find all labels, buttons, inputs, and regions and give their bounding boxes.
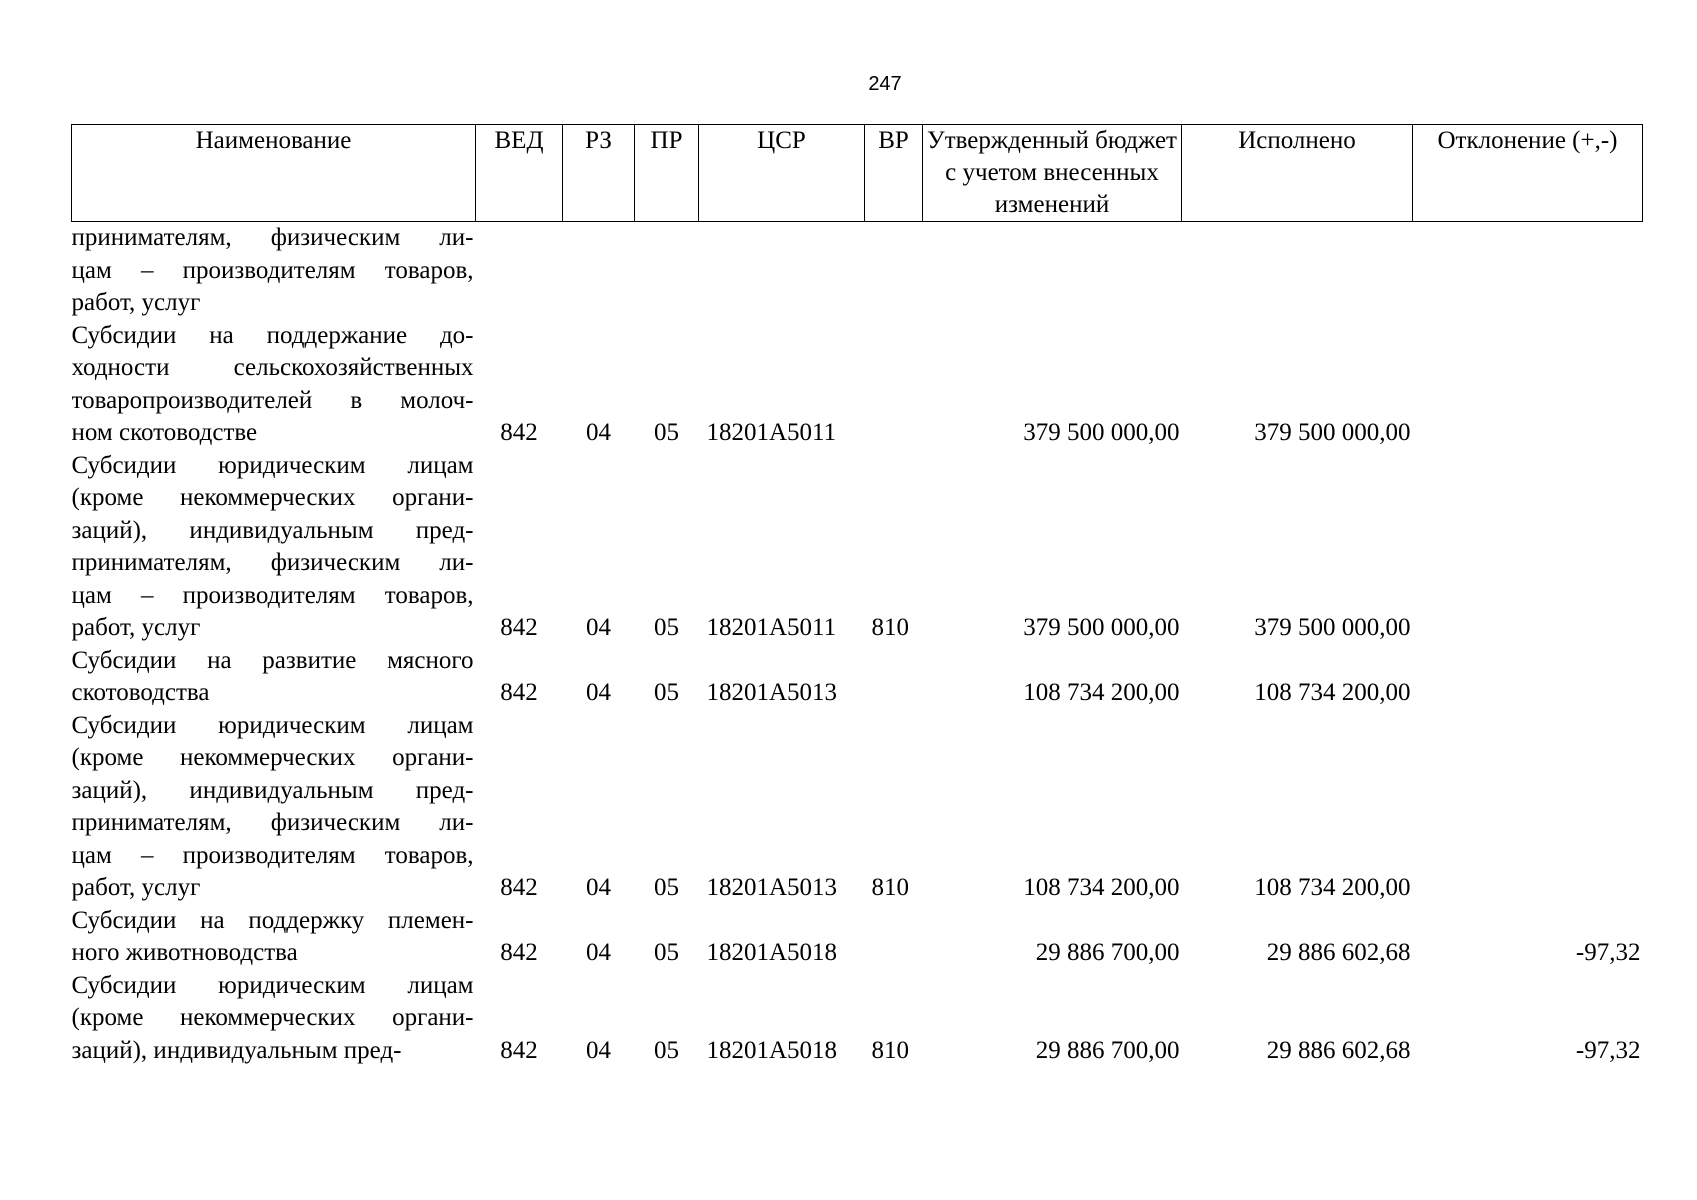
cell-csr: 18201А5011 xyxy=(706,614,837,641)
table-row xyxy=(72,905,1643,970)
header-rz: РЗ xyxy=(563,125,635,222)
cell-name xyxy=(72,710,476,905)
cell-pr: 05 xyxy=(654,939,679,966)
header-ved: ВЕД xyxy=(476,125,563,222)
name-line: ном скотоводстве xyxy=(71,419,258,446)
cell-pr: 05 xyxy=(654,614,679,641)
name-line: ходности сельскохозяйственных xyxy=(71,354,474,381)
name-line: заций), индивидуальным пред- xyxy=(71,516,474,544)
cell-approved: 108 734 200,00 xyxy=(1023,874,1180,901)
cell-approved: 108 734 200,00 xyxy=(1023,679,1180,706)
table-body xyxy=(72,222,1643,1068)
name-line: работ, услуг xyxy=(71,289,201,316)
name-line: принимателям, физическим ли- xyxy=(71,224,474,251)
cell-rz: 04 xyxy=(586,419,611,446)
cell-executed: 108 734 200,00 xyxy=(1254,679,1411,706)
cell-vr: 810 xyxy=(871,874,909,901)
cell-approved xyxy=(923,222,1182,320)
cell-executed: 29 886 602,68 xyxy=(1266,1036,1411,1064)
cell-executed: 379 500 000,00 xyxy=(1254,419,1411,446)
name-line: Субсидии на развитие мясного xyxy=(71,646,474,674)
cell-ved: 842 xyxy=(500,419,538,446)
cell-executed: 108 734 200,00 xyxy=(1254,874,1411,901)
cell-pr: 05 xyxy=(654,1036,679,1064)
cell-csr xyxy=(699,222,865,320)
cell-approved: 29 886 700,00 xyxy=(1035,939,1180,966)
name-line: Субсидии юридическим лицам xyxy=(71,971,474,999)
cell-pr: 05 xyxy=(654,419,679,446)
cell-ved: 842 xyxy=(500,679,538,706)
cell-csr: 18201А5013 xyxy=(706,679,838,706)
name-line: заций), индивидуальным пред- xyxy=(71,1036,402,1064)
cell-name xyxy=(72,450,476,645)
cell-executed: 29 886 602,68 xyxy=(1266,939,1411,966)
name-line: принимателям, физическим ли- xyxy=(71,809,474,836)
cell-pr xyxy=(635,222,699,320)
name-line: цам – производителям товаров, xyxy=(71,256,474,284)
cell-vr: 810 xyxy=(871,1036,909,1064)
table-row xyxy=(72,645,1643,710)
cell-name xyxy=(72,905,476,970)
name-line: принимателям, физическим ли- xyxy=(71,549,474,576)
cell-rz: 04 xyxy=(586,939,611,966)
cell-name xyxy=(72,320,476,450)
name-line: (кроме некоммерческих органи- xyxy=(71,1004,474,1031)
cell-approved: 379 500 000,00 xyxy=(1023,614,1180,641)
cell-ved: 842 xyxy=(500,614,538,641)
cell-ved: 842 xyxy=(500,939,538,966)
cell-ved: 842 xyxy=(500,874,538,901)
cell-vr: 810 xyxy=(871,614,909,641)
cell-approved: 379 500 000,00 xyxy=(1023,419,1180,446)
budget-table xyxy=(71,124,1643,1067)
header-csr: ЦСР xyxy=(699,125,865,222)
name-line: ного животноводства xyxy=(71,939,298,966)
cell-csr: 18201А5011 xyxy=(706,419,837,446)
header-vr: ВР xyxy=(865,125,923,222)
cell-rz: 04 xyxy=(586,614,611,641)
header-deviation: Отклонение (+,-) xyxy=(1413,125,1643,222)
cell-executed xyxy=(1182,222,1413,320)
name-line: Субсидии юридическим лицам xyxy=(71,711,474,739)
table-row xyxy=(72,450,1643,645)
cell-rz: 04 xyxy=(586,679,611,706)
cell-deviation xyxy=(1413,222,1643,320)
table-header xyxy=(72,125,1643,222)
page-number: 247 xyxy=(868,73,902,95)
header-approved: Утвержденный бюджет с учетом внесенных изменений xyxy=(923,125,1182,222)
cell-rz: 04 xyxy=(586,874,611,901)
cell-name xyxy=(72,222,476,320)
cell-approved: 29 886 700,00 xyxy=(1035,1036,1180,1064)
header-executed: Исполнено xyxy=(1182,125,1413,222)
header-name: Наименование xyxy=(72,125,476,222)
cell-deviation xyxy=(1413,645,1643,710)
cell-pr: 05 xyxy=(654,874,679,901)
cell-name xyxy=(72,970,476,1068)
cell-csr: 18201А5018 xyxy=(706,939,838,966)
cell-deviation xyxy=(1413,710,1643,905)
cell-deviation: -97,32 xyxy=(1575,1036,1641,1064)
cell-ved xyxy=(476,222,563,320)
name-line: скотоводства xyxy=(71,679,210,706)
cell-vr xyxy=(865,645,923,710)
cell-pr: 05 xyxy=(654,679,679,706)
cell-vr xyxy=(865,320,923,450)
cell-ved: 842 xyxy=(500,1036,538,1064)
name-line: цам – производителям товаров, xyxy=(71,841,474,869)
header-pr: ПР xyxy=(635,125,699,222)
name-line: Субсидии юридическим лицам xyxy=(71,451,474,479)
table-row xyxy=(72,222,1643,320)
name-line: (кроме некоммерческих органи- xyxy=(71,744,474,771)
table-row xyxy=(72,710,1643,905)
cell-deviation xyxy=(1413,450,1643,645)
name-line: работ, услуг xyxy=(71,874,201,901)
cell-vr xyxy=(865,905,923,970)
table-row xyxy=(72,970,1643,1068)
cell-csr: 18201А5018 xyxy=(706,1036,838,1064)
name-line: цам – производителям товаров, xyxy=(71,581,474,609)
cell-executed: 379 500 000,00 xyxy=(1254,614,1411,641)
cell-name xyxy=(72,645,476,710)
table-row xyxy=(72,320,1643,450)
cell-vr xyxy=(865,222,923,320)
name-line: работ, услуг xyxy=(71,614,201,641)
cell-rz xyxy=(563,222,635,320)
cell-csr: 18201А5013 xyxy=(706,874,838,901)
name-line: Субсидии на поддержание до- xyxy=(71,321,474,349)
cell-rz: 04 xyxy=(586,1036,611,1064)
cell-deviation: -97,32 xyxy=(1575,939,1641,966)
name-line: Субсидии на поддержку племен- xyxy=(71,906,474,934)
name-line: заций), индивидуальным пред- xyxy=(71,776,474,804)
name-line: (кроме некоммерческих органи- xyxy=(71,484,474,511)
cell-deviation xyxy=(1413,320,1643,450)
name-line: товаропроизводителей в молоч- xyxy=(71,386,474,414)
